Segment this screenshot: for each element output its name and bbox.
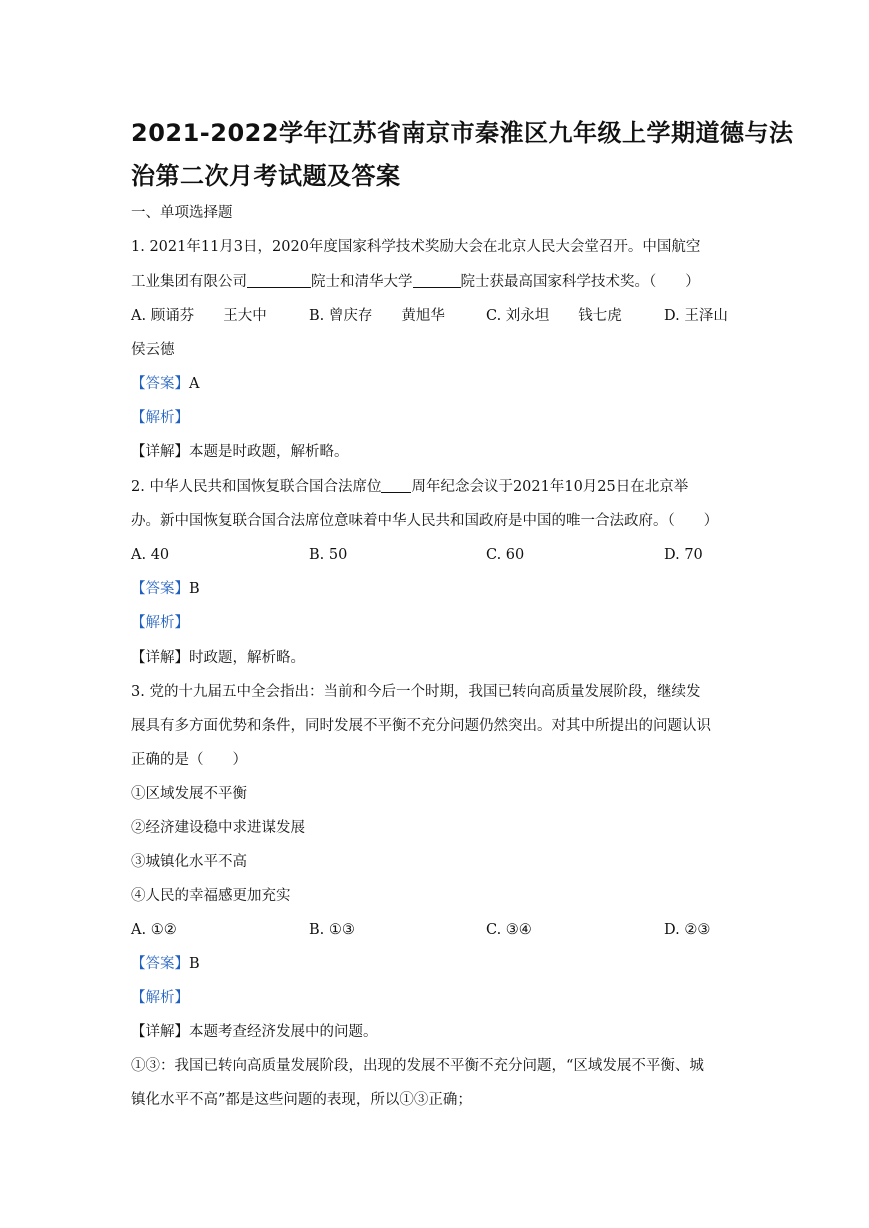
q1-analysis [131, 408, 189, 428]
analysis-tag: 【解析】 [131, 990, 189, 1006]
q3-item-1: ①区域发展不平衡 [131, 786, 247, 802]
q2-option-b: B. 50 [309, 547, 348, 563]
doc-title-line2: 治第二次月考试题及答案 [131, 162, 401, 190]
q1-blank-2 [413, 273, 461, 288]
q3-item-3: ③城镇化水平不高 [131, 854, 247, 870]
q1-option-b: B. 曾庆存 黄旭华 [309, 308, 445, 324]
doc-title-line1: 2021-2022学年江苏省南京市秦淮区九年级上学期道德与法 [131, 119, 794, 147]
q3-item-4: ④人民的幸福感更加充实 [131, 888, 291, 904]
q3-detail-text: 本题考查经济发展中的问题。 [189, 1024, 378, 1040]
q3-answer [131, 954, 200, 974]
q2-option-a: A. 40 [131, 547, 170, 563]
q2-stem-line2: 办。新中国恢复联合国合法席位意味着中华人民共和国政府是中国的唯一合法政府。（ ） [131, 513, 719, 529]
q3-option-b: B. ①③ [309, 922, 355, 938]
q3-explanation-line2: 镇化水平不高”都是这些问题的表现，所以①③正确； [131, 1092, 472, 1108]
q2-option-d: D. 70 [664, 547, 703, 563]
detail-tag: 【详解】 [131, 1024, 189, 1040]
q2-answer-value: B [189, 581, 200, 597]
q1-stem-part-a: 工业集团有限公司 [131, 274, 247, 290]
section-heading: 一、单项选择题 [131, 205, 233, 221]
q3-option-d: D. ②③ [664, 922, 711, 938]
q1-detail [131, 442, 349, 462]
q1-option-c: C. 刘永坦 钱七虎 [486, 308, 622, 324]
q3-explanation-line1: ①③：我国已转向高质量发展阶段，出现的发展不平衡不充分问题，“区域发展不平衡、城 [131, 1058, 704, 1074]
q3-stem-line2: 展具有多方面优势和条件，同时发展不平衡不充分问题仍然突出。对其中所提出的问题认识 [131, 718, 711, 734]
analysis-tag: 【解析】 [131, 615, 189, 631]
q3-analysis [131, 988, 189, 1008]
q1-stem-line1: 1. 2021年11月3日，2020年度国家科学技术奖励大会在北京人民大会堂召开。中国航空 [131, 239, 701, 255]
q1-stem-part-c: 院士获最高国家科学技术奖。（ ） [460, 274, 700, 290]
q3-option-c: C. ③④ [486, 922, 532, 938]
answer-tag: 【答案】 [131, 956, 189, 972]
q1-option-a: A. 顾诵芬 王大中 [131, 308, 267, 324]
q3-item-2: ②经济建设稳中求进谋发展 [131, 820, 305, 836]
q1-option-d-cont: 侯云德 [131, 342, 175, 358]
q2-answer [131, 579, 200, 599]
q2-stem-line1 [131, 477, 688, 497]
answer-tag: 【答案】 [131, 376, 189, 392]
q2-stem-part-b: 周年纪念会议于2021年10月25日在北京举 [411, 479, 689, 495]
q1-option-d: D. 王泽山 [664, 308, 728, 324]
q2-blank [381, 478, 411, 493]
q1-blank-1 [247, 273, 311, 288]
q2-stem-part-a: 2. 中华人民共和国恢复联合国合法席位 [131, 479, 382, 495]
q2-option-c: C. 60 [486, 547, 525, 563]
detail-tag: 【详解】 [131, 650, 189, 666]
q2-detail-text: 时政题，解析略。 [189, 650, 305, 666]
q3-option-a: A. ①② [131, 922, 177, 938]
q3-stem-line1: 3. 党的十九届五中全会指出：当前和今后一个时期，我国已转向高质量发展阶段，继续发 [131, 684, 701, 700]
q1-answer-value: A [189, 376, 200, 392]
q1-stem-line2 [131, 272, 700, 292]
q1-answer [131, 374, 199, 394]
answer-tag: 【答案】 [131, 581, 189, 597]
q2-analysis [131, 613, 189, 633]
q1-detail-text: 本题是时政题，解析略。 [189, 444, 349, 460]
q2-detail [131, 648, 305, 668]
detail-tag: 【详解】 [131, 444, 189, 460]
q3-stem-line3: 正确的是（ ） [131, 752, 247, 768]
q3-detail [131, 1022, 378, 1042]
q3-answer-value: B [189, 956, 200, 972]
q1-stem-part-b: 院士和清华大学 [311, 274, 413, 290]
analysis-tag: 【解析】 [131, 410, 189, 426]
